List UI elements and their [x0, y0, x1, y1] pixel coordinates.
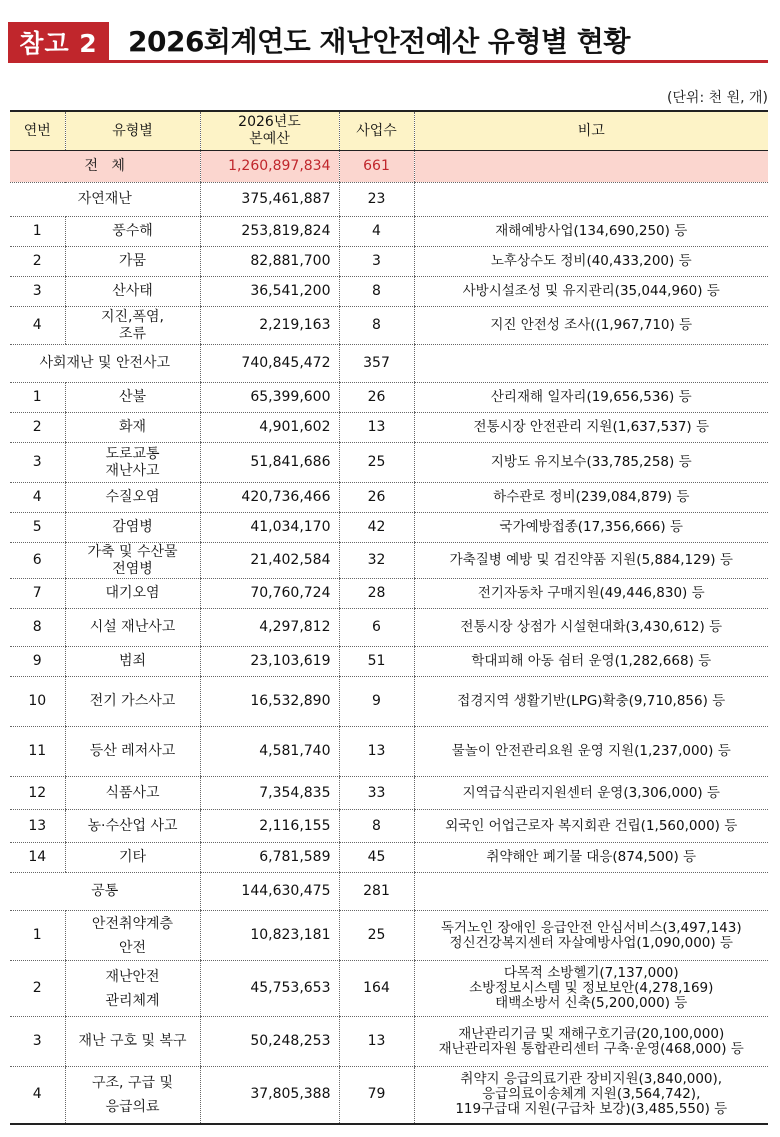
row-type: 기타 [65, 843, 200, 873]
row-count: 26 [339, 383, 414, 413]
row-note: 학대피해 아동 쉼터 운영(1,282,668) 등 [414, 647, 768, 677]
section-name: 공통 [10, 873, 200, 911]
row-note: 독거노인 장애인 응급안전 안심서비스(3,497,143) 정신건강복지센터 자살예방사업(1,090,000) 등 [414, 911, 768, 961]
column-header-type: 유형별 [65, 111, 200, 151]
row-number: 3 [10, 1017, 65, 1067]
row-count: 13 [339, 727, 414, 777]
row-type: 식품사고 [65, 777, 200, 810]
total-count: 661 [339, 151, 414, 183]
row-number: 3 [10, 443, 65, 483]
row-note: 전통시장 안전관리 지원(1,637,537) 등 [414, 413, 768, 443]
row-type: 등산 레저사고 [65, 727, 200, 777]
row-note: 재해예방사업(134,690,250) 등 [414, 217, 768, 247]
row-amount: 4,581,740 [200, 727, 339, 777]
table-row [10, 513, 768, 543]
row-note: 노후상수도 정비(40,433,200) 등 [414, 247, 768, 277]
reference-badge: 참고 2 [8, 22, 109, 62]
row-type: 감염병 [65, 513, 200, 543]
section-count: 23 [339, 183, 414, 217]
section-count: 281 [339, 873, 414, 911]
row-amount: 36,541,200 [200, 277, 339, 307]
row-note: 취약지 응급의료기관 장비지원(3,840,000), 응급의료이송체계 지원(3,564,742), 119구급대 지원(구급차 보강)(3,485,550) 등 [414, 1067, 768, 1124]
row-type: 구조, 구급 및 응급의료 [65, 1067, 200, 1124]
row-amount: 50,248,253 [200, 1017, 339, 1067]
row-type: 산불 [65, 383, 200, 413]
row-note: 물놀이 안전관리요원 운영 지원(1,237,000) 등 [414, 727, 768, 777]
row-number: 1 [10, 383, 65, 413]
table-row [10, 647, 768, 677]
page-title: 2026회계연도 재난안전예산 유형별 현황 [128, 25, 630, 58]
column-header-budget: 2026년도 본예산 [200, 111, 339, 151]
row-number: 1 [10, 911, 65, 961]
row-number: 1 [10, 217, 65, 247]
row-number: 4 [10, 483, 65, 513]
row-number: 4 [10, 1067, 65, 1124]
row-amount: 253,819,824 [200, 217, 339, 247]
row-count: 9 [339, 677, 414, 727]
column-header-no: 연번 [10, 111, 65, 151]
row-count: 4 [339, 217, 414, 247]
row-count: 33 [339, 777, 414, 810]
row-amount: 51,841,686 [200, 443, 339, 483]
section-amount: 144,630,475 [200, 873, 339, 911]
row-amount: 2,219,163 [200, 307, 339, 345]
row-amount: 45,753,653 [200, 961, 339, 1017]
total-amount: 1,260,897,834 [200, 151, 339, 183]
row-note: 하수관로 정비(239,084,879) 등 [414, 483, 768, 513]
table-row [10, 443, 768, 483]
row-count: 25 [339, 911, 414, 961]
row-count: 25 [339, 443, 414, 483]
row-note: 지진 안전성 조사((1,967,710) 등 [414, 307, 768, 345]
row-note: 다목적 소방헬기(7,137,000) 소방정보시스템 및 정보보안(4,278,169) 태백소방서 신축(5,200,000) 등 [414, 961, 768, 1017]
row-note: 국가예방접종(17,356,666) 등 [414, 513, 768, 543]
row-note: 재난관리기금 및 재해구호기금(20,100,000) 재난관리자원 통합관리센터 구축·운영(468,000) 등 [414, 1017, 768, 1067]
row-type: 수질오염 [65, 483, 200, 513]
row-number: 2 [10, 413, 65, 443]
row-type: 재난 구호 및 복구 [65, 1017, 200, 1067]
row-note: 지방도 유지보수(33,785,258) 등 [414, 443, 768, 483]
row-type: 시설 재난사고 [65, 609, 200, 647]
row-number: 9 [10, 647, 65, 677]
row-count: 28 [339, 579, 414, 609]
section-row [10, 345, 768, 383]
row-number: 8 [10, 609, 65, 647]
row-number: 7 [10, 579, 65, 609]
row-note: 취약해안 폐기물 대응(874,500) 등 [414, 843, 768, 873]
section-amount: 375,461,887 [200, 183, 339, 217]
row-amount: 16,532,890 [200, 677, 339, 727]
row-type: 범죄 [65, 647, 200, 677]
row-note: 가축질병 예방 및 검진약품 지원(5,884,129) 등 [414, 543, 768, 579]
title-underline [8, 60, 768, 63]
section-row [10, 873, 768, 911]
row-number: 13 [10, 810, 65, 843]
section-count: 357 [339, 345, 414, 383]
row-amount: 70,760,724 [200, 579, 339, 609]
column-header-note: 비고 [414, 111, 768, 151]
row-type: 농·수산업 사고 [65, 810, 200, 843]
table-row [10, 609, 768, 647]
row-count: 13 [339, 1017, 414, 1067]
row-number: 10 [10, 677, 65, 727]
row-amount: 82,881,700 [200, 247, 339, 277]
row-amount: 4,901,602 [200, 413, 339, 443]
table-row [10, 307, 768, 345]
row-count: 164 [339, 961, 414, 1017]
row-note: 외국인 어업근로자 복지회관 건립(1,560,000) 등 [414, 810, 768, 843]
table-row [10, 543, 768, 579]
row-number: 5 [10, 513, 65, 543]
row-type: 도로교통 재난사고 [65, 443, 200, 483]
row-count: 8 [339, 810, 414, 843]
table-row [10, 1017, 768, 1067]
row-amount: 41,034,170 [200, 513, 339, 543]
row-count: 51 [339, 647, 414, 677]
row-count: 42 [339, 513, 414, 543]
row-amount: 23,103,619 [200, 647, 339, 677]
table-row [10, 483, 768, 513]
row-number: 12 [10, 777, 65, 810]
row-note: 전기자동차 구매지원(49,446,830) 등 [414, 579, 768, 609]
row-number: 6 [10, 543, 65, 579]
table-row [10, 1067, 768, 1124]
section-row [10, 183, 768, 217]
row-count: 6 [339, 609, 414, 647]
row-count: 79 [339, 1067, 414, 1124]
table-row [10, 277, 768, 307]
table-row [10, 677, 768, 727]
table-row [10, 843, 768, 873]
section-name: 자연재난 [10, 183, 200, 217]
row-count: 8 [339, 277, 414, 307]
row-number: 11 [10, 727, 65, 777]
section-note [414, 873, 768, 911]
row-amount: 21,402,584 [200, 543, 339, 579]
row-note: 전통시장 상점가 시설현대화(3,430,612) 등 [414, 609, 768, 647]
row-number: 4 [10, 307, 65, 345]
row-type: 대기오염 [65, 579, 200, 609]
header [0, 0, 780, 62]
row-number: 14 [10, 843, 65, 873]
row-type: 전기 가스사고 [65, 677, 200, 727]
row-count: 32 [339, 543, 414, 579]
table-row [10, 217, 768, 247]
section-note [414, 345, 768, 383]
row-type: 가뭄 [65, 247, 200, 277]
total-row [10, 151, 768, 183]
row-note: 지역급식관리지원센터 운영(3,306,000) 등 [414, 777, 768, 810]
row-number: 2 [10, 247, 65, 277]
row-note: 산리재해 일자리(19,656,536) 등 [414, 383, 768, 413]
total-note [414, 151, 768, 183]
row-amount: 65,399,600 [200, 383, 339, 413]
table-row [10, 961, 768, 1017]
table-row [10, 810, 768, 843]
row-number: 2 [10, 961, 65, 1017]
row-number: 3 [10, 277, 65, 307]
unit-note: (단위: 천 원, 개) [666, 90, 768, 106]
row-note: 사방시설조성 및 유지관리(35,044,960) 등 [414, 277, 768, 307]
table-row [10, 579, 768, 609]
row-type: 지진,폭염, 조류 [65, 307, 200, 345]
table-row [10, 727, 768, 777]
row-type: 재난안전 관리체계 [65, 961, 200, 1017]
row-count: 8 [339, 307, 414, 345]
row-amount: 2,116,155 [200, 810, 339, 843]
row-note: 접경지역 생활기반(LPG)확충(9,710,856) 등 [414, 677, 768, 727]
row-type: 가축 및 수산물 전염병 [65, 543, 200, 579]
table-row [10, 247, 768, 277]
table-row [10, 777, 768, 810]
row-amount: 37,805,388 [200, 1067, 339, 1124]
row-amount: 7,354,835 [200, 777, 339, 810]
row-type: 화재 [65, 413, 200, 443]
row-count: 45 [339, 843, 414, 873]
table-row [10, 911, 768, 961]
row-count: 13 [339, 413, 414, 443]
budget-table [10, 110, 768, 1125]
row-amount: 10,823,181 [200, 911, 339, 961]
table-header-row [10, 111, 768, 151]
table-row [10, 383, 768, 413]
row-amount: 4,297,812 [200, 609, 339, 647]
row-count: 26 [339, 483, 414, 513]
row-type: 풍수해 [65, 217, 200, 247]
section-name: 사회재난 및 안전사고 [10, 345, 200, 383]
row-amount: 420,736,466 [200, 483, 339, 513]
row-type: 산사태 [65, 277, 200, 307]
row-type: 안전취약계층 안전 [65, 911, 200, 961]
table-row [10, 413, 768, 443]
section-note [414, 183, 768, 217]
total-label: 전 체 [10, 151, 200, 183]
row-amount: 6,781,589 [200, 843, 339, 873]
section-amount: 740,845,472 [200, 345, 339, 383]
column-header-count: 사업수 [339, 111, 414, 151]
row-count: 3 [339, 247, 414, 277]
